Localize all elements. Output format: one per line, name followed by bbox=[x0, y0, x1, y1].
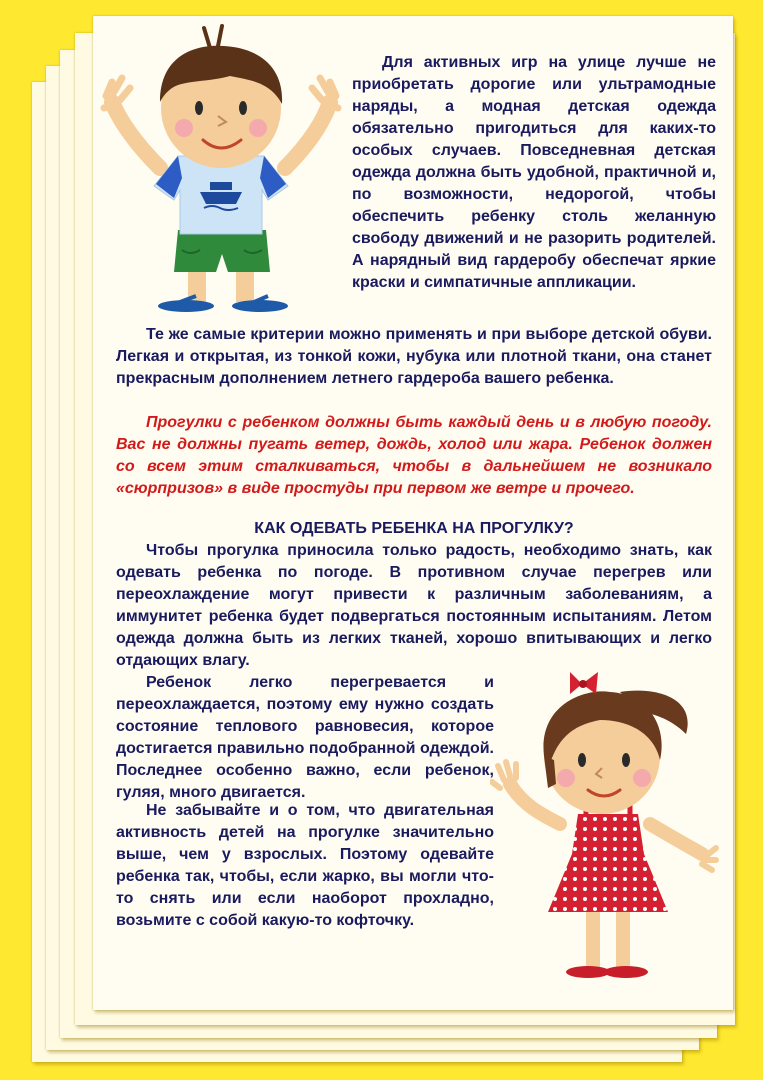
intro-paragraph: Для активных игр на улице лучше не приобретать дорогие или ультрамодные наряды, а модная детская одежда обязательно пригодиться для каких-то особых случаев. Повседневная детская одежда должна быть удобной, практичной и, по возможности, недорогой, чтобы обеспечить ребенку столь желанную свободу движений и не разорить родителей. А нарядный вид гардеробу обеспечат яркие краски и симпатичные аппликации. bbox=[352, 54, 716, 291]
balance-paragraph: Ребенок легко перегревается и переохлаждается, поэтому ему нужно создать состояние теплового равновесия, которое достигается правильно подобранной одеждой. Последнее особенно важно, если ребенок, гуляя, много двигается. bbox=[116, 674, 494, 801]
activity-paragraph: Не забывайте и о том, что двигательная активность детей на прогулке значительно выше, чем у взрослых. Поэтому одевайте ребенка так, чтобы, если жарко, вы могли что-то снять или если наоборот прохладно, возьмите с собой какую-то кофточку. bbox=[116, 802, 494, 929]
weather-paragraph: Чтобы прогулка приносила только радость, необходимо знать, как одевать ребенка по погоде. В противном случае перегрев или переохлаждение могут привести к различным заболеваниям, а иммунитет ребенка будет подвергаться постоянным испытаниям. Летом одежда должна быть из легких тканей, хорошо впитывающих и легко отдающих влагу. bbox=[116, 542, 712, 669]
shoes-paragraph: Те же самые критерии можно применять и при выборе детской обуви. Легкая и открытая, из тонкой кожи, нубука или плотной ткани, она станет прекрасным дополнением летнего гардероба вашего ребенка. bbox=[116, 326, 712, 387]
highlight-paragraph: Прогулки с ребенком должны быть каждый день и в любую погоду. Вас не должны пугать ветер, дождь, холод или жара. Ребенок должен со всем этим сталкиваться, чтобы в дальнейшем не возникало «сюрпризов» в виде простуды при первом же ветре и прочего. bbox=[116, 414, 712, 497]
section-heading: КАК ОДЕВАТЬ РЕБЕНКА НА ПРОГУЛКУ? bbox=[254, 520, 574, 537]
boy-cartoon bbox=[100, 18, 345, 318]
girl-cartoon bbox=[490, 664, 720, 986]
